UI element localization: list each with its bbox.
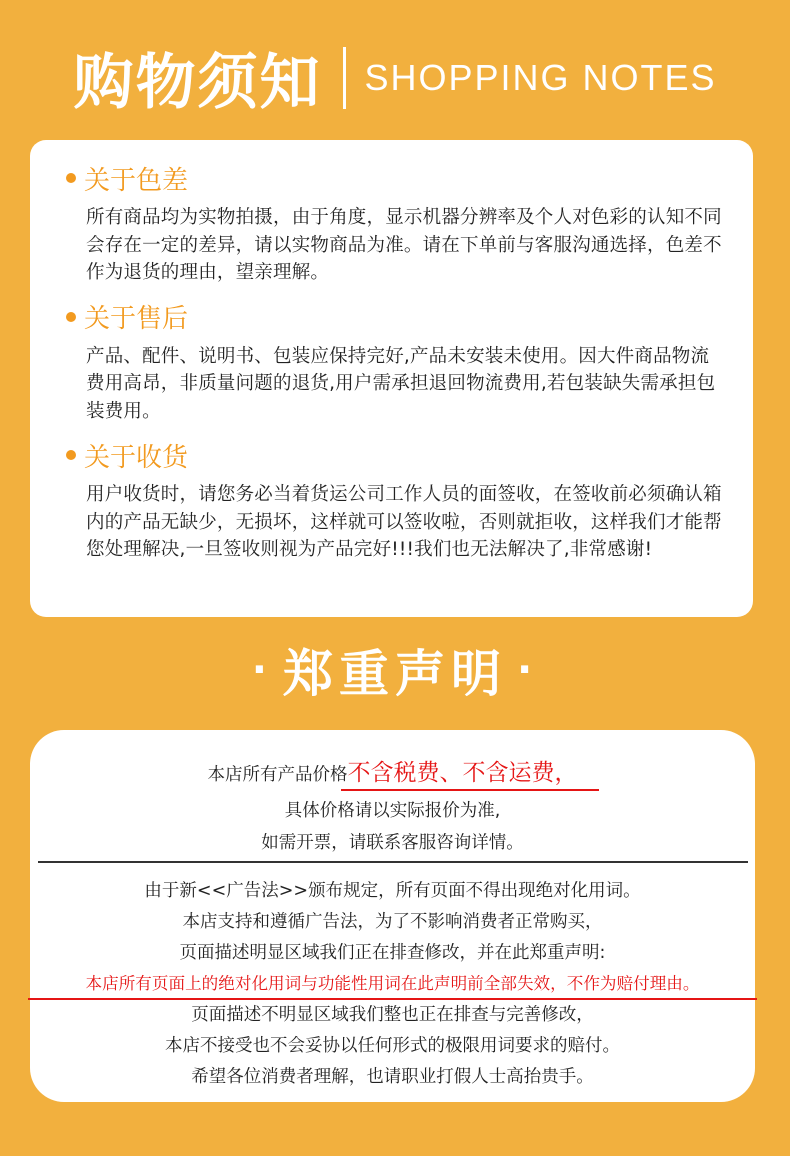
bullet-dot-icon (66, 450, 76, 460)
note-color-difference (66, 158, 725, 287)
notes-card (30, 140, 753, 617)
declaration-warning-line: 本店所有页面上的绝对化用词与功能性用词在此声明前全部失效，不作为赔付理由。 (85, 974, 700, 993)
declaration-line: 本店不接受也不会妥协以任何形式的极限用词要求的赔付。 (165, 1036, 620, 1056)
declaration-line: 本店支持和遵循广告法，为了不影响消费者正常购买， (182, 912, 603, 932)
note-after-sales (66, 297, 725, 426)
title-dot-left: · (251, 647, 273, 693)
price-line-highlight: 不含税费、不含运费， (347, 760, 578, 786)
section-header (66, 158, 725, 198)
section-header (66, 435, 725, 475)
declaration-line: 具体价格请以实际报价为准, (284, 801, 501, 821)
bullet-dot-icon (66, 173, 76, 183)
declaration-title-text: 郑重声明 (283, 645, 507, 703)
section-body: 所有商品均为实物拍摄，由于角度，显示机器分辨率及个人对色彩的认知不同会存在一定的差异，请以实物商品为准。请在下单前与客服沟通选择，色差不作为退货的理由，望亲理解。 (86, 207, 722, 283)
highlight-underline (341, 789, 599, 791)
title-divider (343, 47, 346, 109)
declaration-line: 如需开票，请联系客服咨询详情。 (261, 833, 524, 853)
declaration-line: 希望各位消费者理解，也请职业打假人士高抬贵手。 (191, 1067, 594, 1087)
divider (38, 861, 748, 863)
declaration-title (0, 635, 790, 705)
declaration-line: 由于新<<广告法>>颁布规定，所有页面不得出现绝对化用词。 (144, 881, 641, 901)
section-title: 关于售后 (84, 304, 189, 334)
header (0, 38, 790, 118)
section-title: 关于色差 (84, 165, 189, 196)
declaration-line: 页面描述明显区域我们正在排查修改，并在此郑重声明: (179, 943, 606, 963)
section-header (66, 297, 725, 337)
price-line (30, 754, 755, 787)
page-title: 购物须知 (73, 48, 322, 118)
section-body: 产品、配件、说明书、包装应保持完好,产品未安装未使用。因大件商品物流费用高昂，非质量问题的退货,用户需承担退回物流费用,若包装缺失需承担包装费用。 (86, 345, 716, 422)
warning-underline (28, 998, 757, 1000)
section-title: 关于收货 (84, 442, 189, 473)
declaration-line: 页面描述不明显区域我们整也正在排查与完善修改， (191, 1005, 594, 1025)
page-subtitle: SHOPPING NOTES (364, 57, 717, 98)
section-body: 用户收货时，请您务必当着货运公司工作人员的面签收，在签收前必须确认箱内的产品无缺少，无损坏，这样就可以签收啦，否则就拒收，这样我们才能帮您处理解决,一旦签收则视为产品完好!!!我们也无法解决了,非常感谢! (86, 484, 722, 560)
declaration-card (30, 730, 755, 1102)
title-dot-right: · (517, 647, 539, 693)
bullet-dot-icon (66, 312, 76, 322)
note-receiving (66, 435, 725, 564)
price-line-prefix: 本店所有产品价格 (207, 765, 348, 785)
